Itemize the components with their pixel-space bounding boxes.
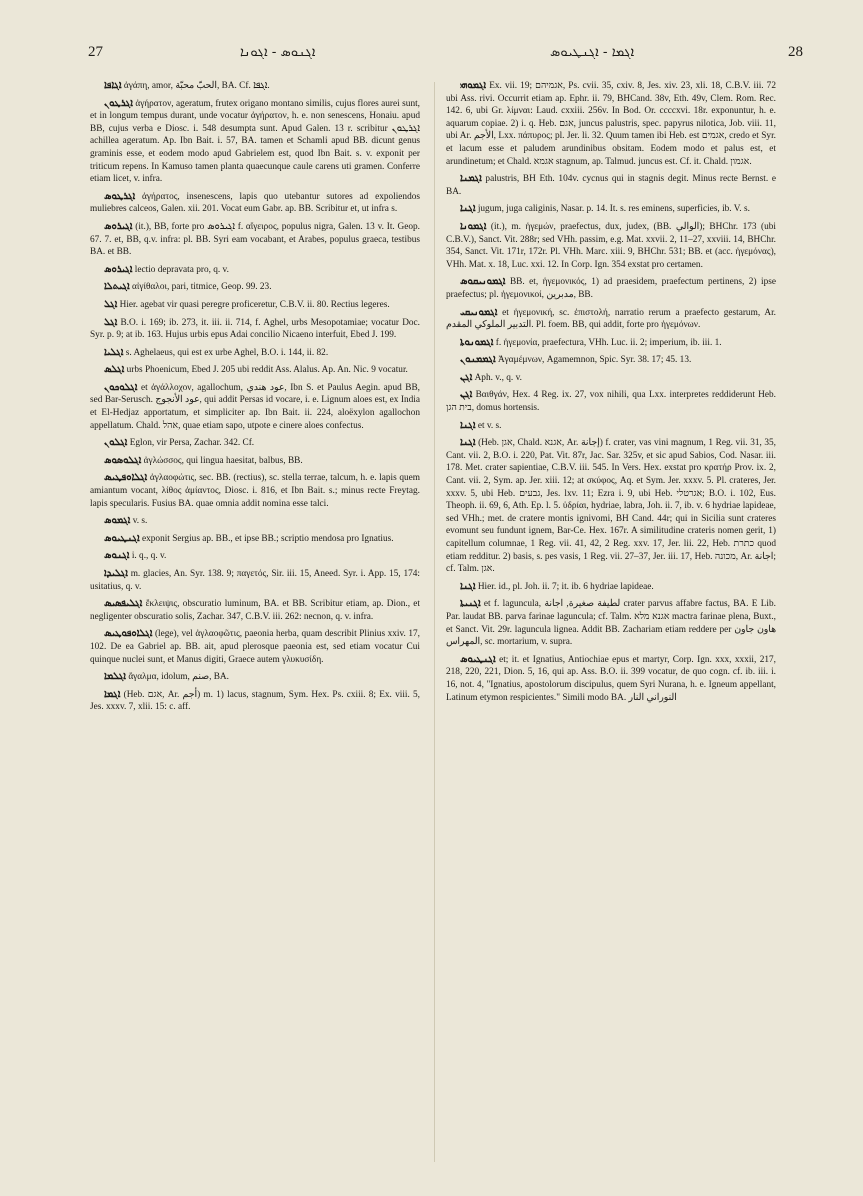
entry-definition: exponit Sergius ap. BB., et ipse BB.; scriptio mendosa pro Ignatius. <box>142 533 394 544</box>
entry-definition: ἀγλαοφώτις, sec. BB. (rectius), sc. stella terrae, talcum, h. e. lapis quem amiantum vocant, λίθος ἀμίαντος, Diosc. i. 816, et Ibn Bait. s.; minus recte Freytag. lapis specularis. Fusius BA. quae omnia addit nomina esse talci. <box>90 473 420 509</box>
dictionary-entry <box>90 264 420 277</box>
entry-headword: ܐܓܝܪܘܣ <box>104 220 133 232</box>
dictionary-entry <box>446 337 776 350</box>
entry-headword: ܐܓܡܘܣ <box>104 515 131 527</box>
entry-headword: ܐܓܡܘܢܐ <box>460 220 487 232</box>
entry-definition: B.O. i. 169; ib. 273, it. iii. ii. 714, f. Aghel, urbs Mesopotamiae; vocatur Doc. Syr. p. 9; at ib. 163. Hujus urbis epus Adai concilio Nicaeno interfuit, Ebed J. 199. <box>90 317 420 341</box>
dictionary-entry <box>90 317 420 342</box>
running-head-left: ܐܓܢܘܣ - ܐܓܘܢܐ <box>240 45 316 60</box>
entry-definition: et f. laguncula, لطيفة صغيرة, اجانة crater parvus affabre factus, BA. E Lib. Par. laudat BB. parva farinae laguncula; cf. Talm. אגנא מלא mactra farinae plena, Buxt., et Sanct. Vit. 29r. laguncula lignea. Addit BB. Zachariam etiam reddere per هاون جاون المهراس, sc. mortarium, v. supra. <box>446 599 776 648</box>
dictionary-entry <box>90 472 420 510</box>
dictionary-entry <box>446 173 776 198</box>
entry-headword: ܐܓܡܘܢܘܬܐ <box>460 336 494 348</box>
entry-definition: Ἀγαμέμνων, Agamemnon, Spic. Syr. 38. 17; 45. 13. <box>497 355 692 366</box>
entry-definition: (lege), vel ἀγλαοφῶτις, paeonia herba, quam describit Plinius xxiv. 17, 102. De ea Gabriel ap. BB. ait, apud plerosque paeonia est, sed etiam vocatur Cui quinque nuclei sunt, et Manus digiti, Graece autem γλυκυσίδη. <box>90 629 420 665</box>
entry-definition: jugum, juga caliginis, Nasar. p. 14. It. s. res eminens, superficies, ib. V. s. <box>477 204 750 215</box>
dictionary-entry <box>446 420 776 433</box>
entry-definition: lectio depravata pro, q. v. <box>134 264 229 275</box>
page-number-right: 28 <box>788 44 803 60</box>
dictionary-entry <box>90 437 420 450</box>
entry-headword: ܐܓܠܣ <box>104 364 125 376</box>
dictionary-entry <box>90 221 420 259</box>
entry-headword: ܐܓܢ <box>460 371 473 383</box>
dictionary-entry <box>446 203 776 216</box>
entry-headword: ܐܓܢܘܣ <box>104 550 130 562</box>
entry-headword: ܐܓܠܘܢ <box>104 437 128 449</box>
dictionary-entry <box>90 598 420 623</box>
entry-definition: Aph. v., q. v. <box>474 372 522 383</box>
entry-headword: ܐܓܡܢܐ <box>460 173 482 185</box>
entry-headword: ܐܓܝܪܘܣ <box>104 263 133 275</box>
entry-definition: Eglon, vir Persa, Zachar. 342. Cf. <box>129 438 255 449</box>
dictionary-entry <box>90 364 420 377</box>
entry-definition: ἄγαλμα, idolum, صنم, BA. <box>128 672 229 683</box>
dictionary-entry <box>90 568 420 593</box>
dictionary-entry <box>446 276 776 301</box>
dictionary-entry <box>90 191 420 216</box>
entry-definition: (Heb. אגן, Chald. אגנא, Ar. إجانة) f. crater, vas vini magnum, 1 Reg. vii. 31, 35, Cant. vii. 2, B.O. i. 220, Pat. Vit. 87r, Jac. Sar. 325v, et sic apud Sabios, Cod. Nasar. iii. 178. Met. crater sapientiae, C.B.V. iii. 545. In Vers. Hex. exstat pro κρατήρ Prov. ix. 2, Cant. vii. 2, Sym. ap. Jer. xiii. 12; at σκύφος, Aq. et Sym. Jer. xxxv. 5. Pl. crateres, Jer. xxxv. 5, ubi Heb. גבעים, Jes. lxv. 11; Ezra i. 9, ubi Heb. אגרטלי; B.O. i. 102, Eus. Theoph. ii. 69, 6, Ath. Ep. l. 5. ὑδρίαι, hydriae, labra, Joh. ii. 7, ib. v. 6 hydriae lapideae, sed VHh.; met. de cratere montis ignivomi, BH Cand. 44r; qui in Sicilia sunt crateres evomunt seu fundunt ignem, Bar-Ce. Hex. 167r. A similitudine crateris nomen gerit, 1) capitellum columnae, 1 Reg. vii. 41, 42, 2 Reg. xxv. 17, Jer. lii. 22, Heb. כתרת quod etiam redditur. 2) basis, s. pes vasis, 1 Reg. vii. 27–37, Jer. iii. 17, Heb. מכונה, Ar. اجانة; cf. Talm. אגן. <box>446 438 776 575</box>
entry-definition: ἔκλειψις, obscuratio luminum, BA. et BB. Scribitur etiam, ap. Dion., et negligenter obscuratio solis, Zachar. 347, C.B.V. iii. 262: necnon, q. v. infra. <box>90 599 420 622</box>
entry-headword: ܐܓܪܛܘܣ <box>104 190 136 202</box>
entry-definition: s. Aghelaeus, qui est ex urbe Aghel, B.O. i. 144, ii. 82. <box>125 347 329 358</box>
entry-definition: Hier. agebat vir quasi peregre proficeretur, C.B.V. ii. 80. Rectius legeres. <box>119 299 390 310</box>
dictionary-entry <box>90 689 420 714</box>
entry-definition: m. glacies, An. Syr. 138. 9; παγετός, Sir. iii. 15, Aneed. Syr. i. App. 15, 174: usitatius, q. v. <box>90 569 420 592</box>
entry-definition: i. q., q. v. <box>131 551 167 562</box>
entry-definition: f. ἡγεμονία, praefectura, VHh. Luc. ii. 2; imperium, ib. iii. 1. <box>495 337 722 348</box>
entry-headword: ܐܓܠܐܘܦܛܝܣ <box>104 472 148 484</box>
entry-definition: ἀγήρατος, insenescens, lapis quo utebantur sutores ad expoliendos muliebres calceos, Galen. xii. 201. Vocat eum Gabr. ap. BB. Scribitur et, ut infra s. <box>90 191 420 215</box>
dictionary-entry <box>90 515 420 528</box>
entry-definition: (Heb. אגם, Ar. أجم) m. 1) lacus, stagnum, Sym. Hex. Ps. cxiii. 8; Ex. viii. 5, Jes. xxxv. 7, xlii. 15: c. aff. <box>90 689 420 713</box>
entry-definition: ἀγήρατον, ageratum, frutex origano montano similis, cujus flores aurei sunt, et in longum tempus durant, unde vocatur ἀγήρατον, h. e. non senescens, Honaiu. apud BB, cujus verba e Diosc. i. 548 desumpta sunt. Apud Galen. 13 r. scribitur ܐܓܪܛܘܢ achillea ageratum. Ap. Ibn Bait. i. 57, BA. tamen et Schamli apud BB. dicunt genus graminis esse, et eodem modo apud Gabrielem est, quod Ibn Bait. s. v. exponit per triticum repens. In Kamuso tamen planta quaecunque caule carens uti gramen. Conferre etiam licet, v. infra. <box>90 98 420 185</box>
entry-headword: ܐܓܪܛܘܢ <box>104 97 133 109</box>
entry-headword: ܐܓܠܘܣܘܣ <box>104 454 142 466</box>
entry-definition: Hier. id., pl. Joh. ii. 7; it. ib. 6 hydriae lapideae. <box>477 581 654 592</box>
page-number-left: 27 <box>88 44 103 60</box>
entry-definition: et ἡγεμονική, sc. ἐπιστολή, narratio rerum a praefecto gestarum, Ar. التدبير الملوكي المقدم. Pl. foem. BB, qui addit, forte pro ἡγεμόνων. <box>446 307 776 331</box>
dictionary-entry <box>446 598 776 648</box>
left-column <box>90 80 420 1160</box>
entry-definition: et ἀγάλλοχον, agallochum, عود هندي, Ibn S. et Paulus Aegin. apud BB, sed Bar-Serusch. عود الأنجوج, qui addit Persas id vocare, i. e. Lignum aloes est, ex India et El-Hedjaz apportatum, et simpliciter ap. Ibn Bait. ii. 224, aloëxylon agallochon appellatum. Chald. אהל, quae etiam sapo, utpote e cinere aloes confectus. <box>90 382 420 431</box>
dictionary-entry <box>90 628 420 666</box>
dictionary-entry <box>90 98 420 186</box>
entry-headword: ܐܓܠܝܐ <box>104 346 124 358</box>
entry-definition: BB. et, ἡγεμονικός, 1) ad praesidem, praefectum pertinens, 2) ipse praefectus; pl. ἡγεμονικοί, مدبرين, BB. <box>446 277 776 300</box>
entry-definition: αἰγίθαλοι, pari, titmice, Geop. 99. 23. <box>132 282 272 293</box>
entry-headword: ܐܓܢܝܬܐ <box>460 598 481 610</box>
running-head-right: ܐܓܡܐ - ܐܓܢܛܝܘܣ <box>550 45 635 60</box>
entry-headword: ܐܓܡܐ <box>104 688 121 700</box>
entry-headword: ܐܓܠ <box>104 316 118 328</box>
entry-definition: Βαιθγάν, Hex. 4 Reg. ix. 27, vox nihili, qua Lxx. interpretes reddiderunt Heb. בית הגן, domus hortensis. <box>446 390 776 414</box>
dictionary-entry <box>446 389 776 414</box>
entry-headword: ܐܓܢܐ <box>460 580 476 592</box>
entry-definition: Ex. vii. 19; אגמיהם, Ps. cvii. 35, cxiv. 8, Jes. xiv. 23, xli. 18, C.B.V. iii. 72 ubi Ass. rivi. Occurrit etiam ap. Ephr. ii. 79, BHCand. 38v, Eth. 49v, Clem. Rom. Rec. 142. 6, ubi Gr. λίμναι: Laud. cxxiii. 256v. In Bod. Or. ccccxvi. 18r. exponuntur, h. e. aquarum copiae. 2) i. q. Heb. אגם, juncus palustris, spec. papyrus nilotica, Job. viii. 11, ubi Ar. الأجم, Lxx. πάπυρος; pl. Jer. li. 32. Quum tamen ibi Heb. est אגמים, credo et Syr. et lacum esse et paludem arundinibus obsitam. Eodem modo et palus est, et arundinetum; et Chald. אגמא stagnum, ap. Talmud. juncus est. Cf. it. Chald. אגמון. <box>446 81 776 167</box>
dictionary-entry <box>90 347 420 360</box>
dictionary-entry <box>446 581 776 594</box>
dictionary-entry <box>90 533 420 546</box>
dictionary-entry <box>446 80 776 168</box>
entry-headword: ܐܓܢܐ <box>460 419 476 431</box>
column-divider <box>434 82 435 1162</box>
entry-headword: ܐܓܠܐܘܦܘܛܝܣ <box>104 628 153 640</box>
entry-headword: ܐܓܝܬܠܐ <box>104 281 130 293</box>
entry-headword: ܐܓܐܦܐ <box>104 80 122 91</box>
dictionary-entry <box>446 437 776 576</box>
dictionary-entry <box>446 221 776 271</box>
entry-headword: ܐܓܠܝܕܐ <box>104 568 128 579</box>
entry-headword: ܐܓܢ <box>460 389 473 401</box>
dictionary-entry <box>90 455 420 468</box>
entry-definition: palustris, BH Eth. 104v. cycnus qui in stagnis degit. Minus recte Bernst. e BA. <box>446 174 776 197</box>
dictionary-entry <box>90 382 420 432</box>
dictionary-entry <box>90 80 420 93</box>
entry-headword: ܐܓܡܘܢܝܩܝ <box>460 306 498 318</box>
entry-headword: ܐܓܢܛܝܘܣ <box>460 653 496 665</box>
entry-definition: et; it. et Ignatius, Antiochiae epus et martyr, Corp. Ign. xxx, xxxii, 217, 218, 220, 221, Dion. 5, 16, qui ap. Ass. B.O. ii. 399 vocatur, de quo cogn. cf. ib. iii. i. 16, not. 4, "Ignatius, apostolorum discipulus, quem Syri Nurana, h. e. Igneum appellant, Latinum etymon respicientes." Simili modo BA. النوراني النار <box>446 654 776 703</box>
entry-headword: ܐܓܢܐ <box>460 203 476 215</box>
entry-definition: et v. s. <box>477 420 502 431</box>
entry-headword: ܐܓܡܡܢܘܢ <box>460 354 496 366</box>
entry-headword: ܐܓܢܐ <box>460 437 476 449</box>
dictionary-entry <box>90 299 420 312</box>
dictionary-entry <box>446 307 776 332</box>
entry-definition: (it.), BB, forte pro ܐܓܝܪܘܣ f. αἴγειρος, populus nigra, Galen. 13 v. It. Geop. 67. 7. et, BB, q.v. infra: pl. BB. Syri eam vocabant, et Arabes, populus graeca, testibus BA. et BB. <box>90 221 420 258</box>
dictionary-entry <box>90 550 420 563</box>
entry-headword: ܐܓܡܘܗܝ <box>460 80 487 91</box>
entry-headword: ܐܓܠ <box>104 298 118 310</box>
entry-definition: v. s. <box>132 516 148 527</box>
dictionary-entry <box>90 281 420 294</box>
entry-definition: urbs Phoenicum, Ebed J. 205 ubi reddit Ass. Alalus. Ap. An. Nic. 9 vocatur. <box>126 365 408 376</box>
entry-definition: (it.), m. ἡγεμών, praefectus, dux, judex, (BB. الوالي); BHChr. 173 (ubi C.B.V.), Sanct. Vit. 288r; sed VHh. passim, e.g. Mat. xxvii. 2, 11–27, xxviii. 14, BHChr. 354, Sanct. Vit. 171r, 172r. Pl. VHh. Marc. xiii. 9, BHChr. 531; BB. et (acc. ἡγεμόνας), VHh. Mat. x. 18, Luc. xxi. 12. In Corp. Ign. 354 exstat pro certamen. <box>446 221 776 270</box>
dictionary-entry <box>90 671 420 684</box>
entry-definition: ἀγάπη, amor, الحبّ محبّة, BA. Cf. ܐܓܦܐ. <box>123 81 270 91</box>
right-column <box>446 80 776 1160</box>
entry-headword: ܐܓܠܝܦܣܝܣ <box>104 598 143 610</box>
entry-headword: ܐܓܡܘܢܝܩܘܣ <box>460 276 506 288</box>
entry-headword: ܐܓܠܘܟܘܢ <box>104 381 138 393</box>
entry-headword: ܐܓܠܡܐ <box>104 671 126 683</box>
dictionary-entry <box>446 354 776 367</box>
dictionary-entry <box>446 654 776 704</box>
entry-definition: ἀγλώσσος, qui lingua haesitat, balbus, BB. <box>143 455 303 466</box>
entry-headword: ܐܓܢܛܝܘܣ <box>104 532 140 544</box>
dictionary-entry <box>446 372 776 385</box>
